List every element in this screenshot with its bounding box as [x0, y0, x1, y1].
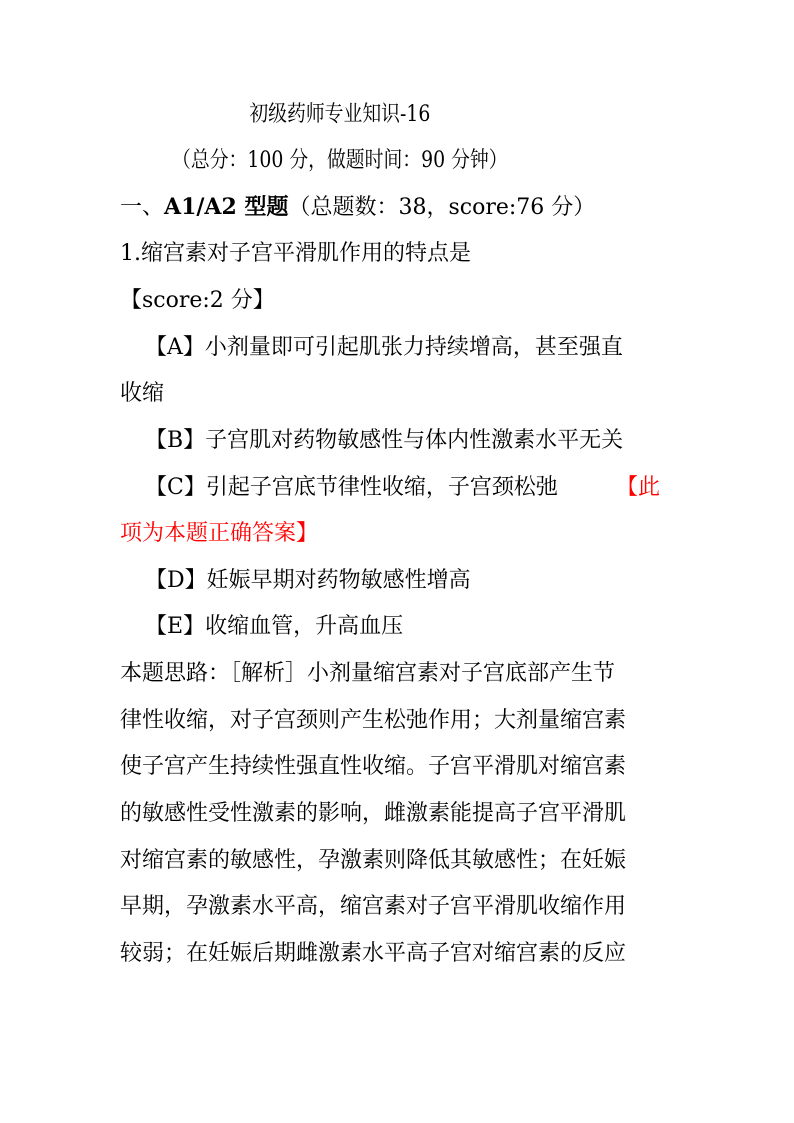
section-meta: （总题数：38，score:76 分） — [288, 195, 596, 220]
option-c — [145, 473, 558, 503]
explanation-line: 使子宫产生持续性强直性收缩。子宫平滑肌对缩宫素 — [120, 754, 627, 779]
option-d — [145, 566, 471, 596]
section-prefix: 一、 — [120, 195, 165, 220]
option-c-text: 引起子宫底节律性收缩，子宫颈松弛 — [205, 475, 558, 500]
option-a-text: 小剂量即可引起肌张力持续增高，甚至强直 — [204, 335, 623, 360]
option-c-label: 【C】 — [145, 475, 206, 500]
option-a-continuation: 收缩 — [120, 381, 165, 406]
option-e-label: 【E】 — [145, 614, 206, 639]
section-heading — [120, 192, 595, 223]
option-a — [145, 333, 623, 363]
page-title: 初级药师专业知识-16 — [249, 102, 431, 127]
option-e — [145, 612, 403, 642]
explanation-line: 本题思路：［解析］小剂量缩宫素对子宫底部产生节 — [120, 661, 616, 686]
question-stem: 1.缩宫素对子宫平滑肌作用的特点是 — [120, 241, 471, 266]
explanation-line: 较弱；在妊娠后期雌激素水平高子宫对缩宫素的反应 — [120, 941, 627, 966]
option-d-text: 妊娠早期对药物敏感性增高 — [206, 568, 471, 593]
option-b-text: 子宫肌对药物敏感性与体内性激素水平无关 — [205, 428, 624, 453]
page-subtitle: （总分：100 分，做题时间：90 分钟） — [172, 148, 508, 173]
option-b-label: 【B】 — [145, 428, 206, 453]
correct-answer-mark-continuation: 项为本题正确答案】 — [120, 521, 319, 546]
option-d-label: 【D】 — [145, 568, 207, 593]
explanation-line: 对缩宫素的敏感性，孕激素则降低其敏感性；在妊娠 — [120, 848, 627, 873]
explanation-line: 的敏感性受性激素的影响，雌激素能提高子宫平滑肌 — [120, 801, 627, 826]
section-name: A1/A2 型题 — [164, 194, 289, 220]
option-a-label: 【A】 — [145, 335, 205, 360]
option-b — [145, 426, 623, 456]
option-e-text: 收缩血管，升高血压 — [205, 614, 404, 639]
explanation-line: 律性收缩，对子宫颈则产生松弛作用；大剂量缩宫素 — [120, 708, 627, 733]
correct-answer-mark: 【此 — [616, 475, 661, 500]
question-score: 【score:2 分】 — [120, 288, 275, 313]
explanation-line: 早期，孕激素水平高，缩宫素对子宫平滑肌收缩作用 — [120, 894, 627, 919]
